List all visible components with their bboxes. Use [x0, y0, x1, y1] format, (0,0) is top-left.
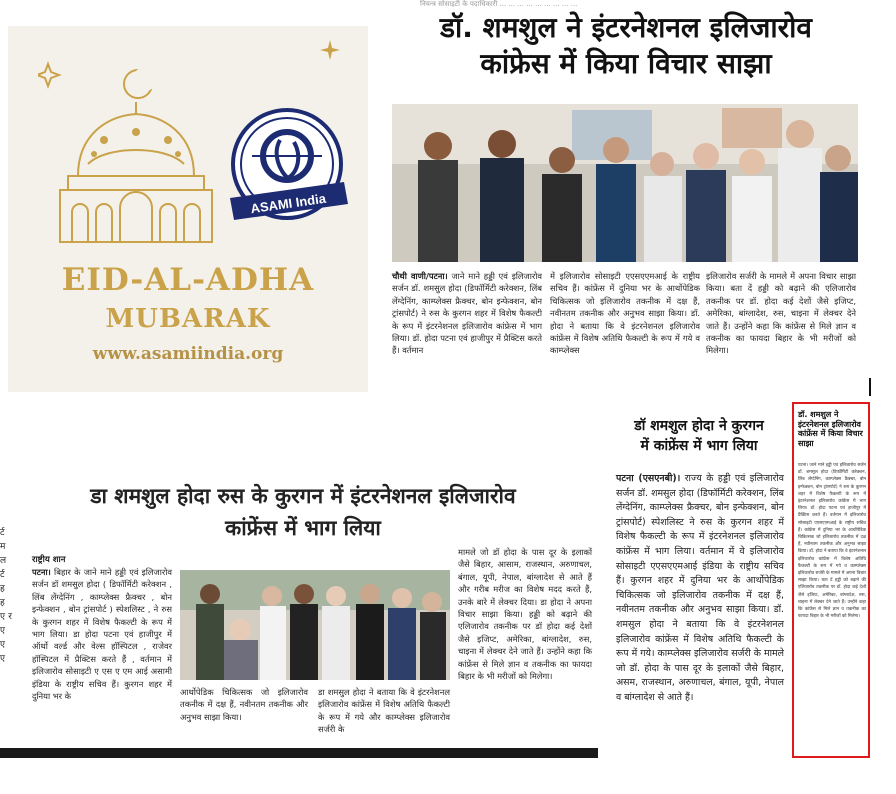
eid-subtitle: MUBARAK: [105, 304, 271, 334]
conference-delegates-photo: [180, 570, 450, 680]
article-text: राज्य के हड्डी एवं इलिजारोव सर्जन डॉ. शमसुल होदा (डिफॉर्मिटी करेक्शन, लिंब लेंग्देनिंग, काम्प्लेक्स फ्रैक्चर, बोन इन्फेक्शन, बोन ट्रांसपोर्ट) स्पेशलिस्ट ने रुस के कुरगन शहर में विशेष फैकल्टी के रूप में इंटरनेशनल इलिजारोव कांफ्रेंस में भाग लिया। वर्तमान में वे इलिजारोव सोसाइटी एएसएएमआई इंडिया के राष्ट्रीय सचिव हैं। कुरगन शहर में दुनिया भर के आर्थोपेडिक चिकित्सक जो इलिजारोव तकनीक में दक्ष हैं, नवीनतम तकनीक और अनुभव साझा किया। डॉ. शमसुल होदा ने बताया कि वे इंटरनेशनल इलिजारोव कांफ्रेंस में विशेष अतिथि फैकल्टी के रूप में गये। काम्प्लेक्स इलिजारोव सर्जरी के मामले जो डॉ. होदा के पास दूर के इलाकों जैसे बिहार, असम, राजस्थान, अरुणाचल, बंगाल, यूपी, नेपाल व बांग्लादेश से आते हैं।: [616, 473, 784, 703]
clipping-2-column-3: डा शमसुल होदा ने बताया कि वे इंटरनेशनल इलिजारोव कांफ्रेंस में विशेष अतिथि फैकल्टी के रूप में गये और काम्प्लेक्स इलिजारोव सर्जरी के: [318, 687, 450, 735]
asami-india-logo: [222, 102, 352, 232]
news-clipping-2: [0, 458, 598, 758]
dateline: चौथी वाणी/पटना।: [392, 271, 448, 281]
headline-line-1: डॉ शमशुल होदा ने कुरगन: [634, 418, 764, 434]
news-clipping-4-highlighted: [792, 402, 870, 758]
clipping-4-headline: डॉ. शमशुल ने इंटरनेशनल इलिजारोव कांफ्रेंस में किया विचार साझा: [798, 410, 863, 448]
news-clipping-3: [606, 408, 792, 764]
clipping-1-column-1: [392, 270, 542, 357]
clipping-2-headline: [18, 480, 588, 544]
eid-title: EID-AL-ADHA: [61, 262, 315, 298]
mosque-illustration: [38, 44, 248, 244]
asami-logo-text: ASAMI India: [249, 190, 327, 217]
clipping-3-headline: [606, 416, 792, 456]
clipping-3-column: [616, 472, 784, 706]
newspaper-source: राष्ट्रीय शान: [32, 555, 66, 565]
conference-group-photo: [392, 104, 858, 262]
next-headline-strip: [0, 748, 598, 758]
headline-line-2: कांफ्रेंस में भाग लिया: [225, 516, 381, 540]
clipping-top-fragment: नियन्त्र सोसाइटी के पदाधिकारी ... ... ... ... ... ... ... ... ...: [420, 0, 578, 8]
clipping-1-headline: [380, 10, 872, 82]
clipping-2-column-4: मामले जो डॉ होदा के पास दूर के इलाकों जैसे बिहार, आसाम, राजस्थान, अरुणाचल, बंगाल, यूपी, नेपाल, बांग्लादेश से आते हैं और गरीब मरीज का विशेष मदद करते हैं, उनके बारे में लेक्चर दिया। डा होदा ने अपना विचार साझा किया। हड्डी को बढ़ाने की एलिजारोव तकनीक पर डॉ होदा कई देशों जैसे इजिप्ट, अमेरिका, बांग्लादेश, रुस, चाइना में लेक्चर देने जाते हैं। उन्होंने कहा कि कांफ्रेंस से मिले ज्ञान व तकनीक का फायदा बिहार के भी मरीजों को मिलेगा।: [458, 547, 592, 682]
headline-line-1: डॉ. शमशुल ने इंटरनेशनल इलिजारोव: [440, 11, 812, 44]
news-clipping-1: [380, 0, 872, 392]
eid-website-url: www.asamiindia.org: [92, 344, 284, 364]
article-text: बिहार के जाने माने हड्डी एवं इलिजारोव सर्जन डॉ शमसुल होदा ( डिफॉर्मिटी करेक्शन , लिंब लेंग्देनिंग , काम्प्लेक्स फ्रैक्चर , बोन इन्फेक्शन , बोन ट्रांसपोर्ट ) स्पेशलिस्ट , ने रुस के कुरगन शहर में विशेष फैकल्टी के रूप में भाग लिया। डा होदा पटना एवं हाजीपुर में ऑर्थो वर्ल्ड और वेल्स हॉस्पिटल , राजेवर हॉस्पिटल में प्रैक्टिस करते हैं , वर्तमान में इलिजारोव सोसाइटी ए एस ए एम आई असामी इंडिया के राष्ट्रीय सचिव हैं। कुरगन शहर में दुनिया भर के: [32, 567, 172, 702]
clipping-4-text: पटना। जाने माने हड्डी एवं इलिजारोव सर्जन डॉ. शमसुल होदा (डिफॉर्मिटी करेक्शन, लिंब लेंग्देनिंग, काम्प्लेक्स फ्रैक्चर, बोन इन्फेक्शन, बोन ट्रांसपोर्ट) ने रुस के कुरगन शहर में विशेष फैकल्टी के रूप में इंटरनेशनल इलिजारोव कांफ्रेंस में भाग लिया। डॉ. होदा पटना एवं हाजीपुर में प्रैक्टिस करते हैं। वर्तमान में इलिजारोव सोसाइटी एएसएएमआई के राष्ट्रीय सचिव हैं। कांफ्रेंस में दुनिया भर के आर्थोपेडिक चिकित्सक जो इलिजारोव तकनीक में दक्ष हैं, नवीनतम तकनीक और अनुभव साझा किया। डॉ. होदा ने बताया कि वे इंटरनेशनल इलिजारोव कांफ्रेंस में विशेष अतिथि फैकल्टी के रूप में गये व काम्प्लेक्स इलिजारोव सर्जरी के मामले में अपना विचार साझा किया। बता दें हड्डी को बढ़ाने की एलिजारोव तकनीक पर डॉ. होदा कई देशों जैसे इजिप्ट, अमेरिका, बांग्लादेश, रुस, चाइना में लेक्चर देने जाते हैं। उन्होंने कहा कि कांफ्रेंस से मिले ज्ञान व तकनीक का फायदा बिहार के भी मरीजों को मिलेगा।: [798, 463, 866, 620]
left-column-fragments: र्ट म ल र्ट ह ह ए र ए ए ए: [0, 528, 12, 664]
sparkle-icon: [320, 40, 340, 60]
divider: [869, 378, 871, 396]
dateline: पटना।: [32, 567, 51, 577]
dateline: पटना (एसएनबी)।: [616, 473, 681, 484]
clipping-2-column-1: [32, 566, 172, 702]
clipping-2-column-2: आर्थोपेडिक चिकित्सक जो इलिजारोव तकनीक में दक्ष हैं, नवीनतम तकनीक और अनुभव साझा किया।: [180, 687, 308, 722]
headline-line-2: में कांफ्रेंस में भाग लिया: [640, 438, 758, 454]
clipping-1-column-2: में इलिजारोव सोसाइटी एएसएएमआई के राष्ट्रीय सचिव हैं। कांफ्रेंस में दुनिया भर के आर्थोपेडिक चिकित्सक जो इलिजारोव तकनीक में दक्ष हैं, नवीनतम तकनीक और अनुभव साझा किया। डॉ. होदा ने बताया कि वे इंटरनेशनल इलिजारोव कांफ्रेंस में विशेष अतिथि फैकल्टी के रूप में गये व काम्प्लेक्स: [550, 271, 700, 356]
eid-greeting-card: [8, 26, 368, 392]
headline-line-1: डा शमशुल होदा रुस के कुरगन में इंटरनेशनल इलिजारोव: [90, 484, 516, 508]
clipping-1-column-3: इलिजारोव सर्जरी के मामले में अपना विचार साझा किया। बता दें हड्डी को बढ़ाने की एलिजारोव तकनीक पर डॉ. होदा कई देशों जैसे इजिप्ट, अमेरिका, बांग्लादेश, रुस, चाइना में लेक्चर देने जाते हैं। उन्होंने कहा कि कांफ्रेंस से मिले ज्ञान व तकनीक का फायदा बिहार के भी मरीजों को मिलेगा।: [706, 271, 856, 356]
headline-line-2: कांफ्रेस में किया विचार साझा: [480, 47, 772, 80]
article-text: जाने माने हड्डी एवं इलिजारोव सर्जन डॉ. शमसुल होदा (डिफॉर्मिटी करेक्शन, लिंब लेंग्देनिंग, काम्प्लेक्स फ्रैक्चर, बोन इन्फेक्शन, बोन ट्रांसपोर्ट) ने रुस के कुरगन शहर में विशेष फैकल्टी के रूप में इंटरनेशनल इलिजारोव कांफ्रेस में भाग लिया। डॉ. होदा पटना एवं हाजीपुर में प्रैक्टिस करते हैं। वर्तमान: [392, 271, 542, 356]
